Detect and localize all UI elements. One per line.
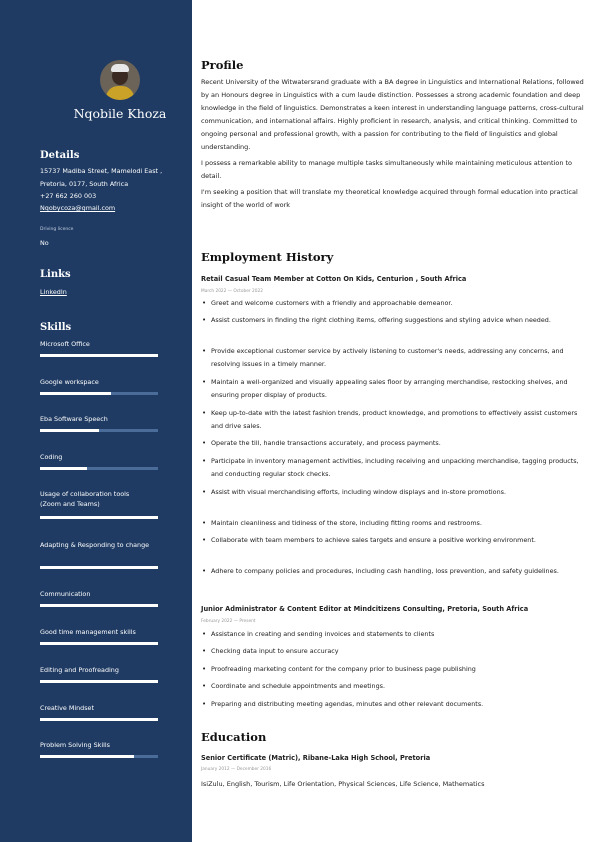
skill-label: Editing and Proofreading — [40, 666, 119, 674]
job-bullet: • Assistance in creating and sending invoices and statements to clients — [211, 628, 589, 641]
skill-item — [40, 541, 160, 551]
skills-heading: Skills — [40, 322, 72, 333]
profile-heading: Profile — [201, 58, 244, 72]
skill-bar — [40, 680, 158, 683]
education-subjects: IsiZulu, English, Tourism, Life Orientation, Physical Sciences, Life Science, Mathematics — [201, 780, 485, 788]
job-bullet: • Operate the till, handle transactions accurately, and process payments. — [211, 437, 589, 450]
skill-label: Google workspace — [40, 378, 99, 386]
skill-item — [40, 415, 160, 425]
skill-bar — [40, 516, 158, 519]
skill-bar-fill — [40, 354, 158, 357]
profile-paragraph-1: Recent University of the Witwatersrand graduate with a BA degree in Linguistics and International Relations, followed by an Honours degree in Linguistics with a cum laude distinction. Possesses a strong academic foundation and deep knowledge in the field of linguistics. Demonstrates a keen interest in understanding language patterns, cross-cultural communication, and international affairs. Highly proficient in research, analysis, and critical thinking. Committed to ongoing personal and professional growth, with a passion for contributing to the field of linguistics and global understanding. — [201, 78, 584, 151]
skill-item — [40, 666, 160, 676]
skill-bar — [40, 718, 158, 721]
skill-bar-fill — [40, 566, 158, 569]
skill-bar-fill — [40, 516, 158, 519]
skill-bar-fill — [40, 604, 158, 607]
skill-label: Coding — [40, 453, 63, 461]
skill-label: Creative Mindset — [40, 704, 94, 712]
job-bullet: • Assist with visual merchandising efforts, including window displays and in-store promotions. — [211, 486, 589, 499]
skill-item — [40, 704, 160, 714]
skill-item — [40, 378, 160, 388]
skill-item — [40, 490, 160, 509]
candidate-name: Nqobile Khoza — [73, 106, 167, 121]
skill-label: Problem Solving Skills — [40, 741, 111, 749]
profile-paragraph-2: I possess a remarkable ability to manage multiple tasks simultaneously while maintaining meticulous attention to detail. — [201, 159, 573, 180]
skill-item — [40, 340, 160, 350]
job-bullet: • Assist customers in finding the right clothing items, offering suggestions and styling advice when needed. — [211, 314, 589, 327]
job-title: Retail Casual Team Member at Cotton On Kids, Centurion , South Africa — [201, 275, 467, 283]
job-bullet: • Proofreading marketing content for the company prior to business page publishing — [211, 663, 589, 676]
skill-bar-fill — [40, 467, 87, 470]
skill-bar-fill — [40, 642, 158, 645]
skill-label: Eba Software Speech — [40, 415, 108, 423]
employment-heading: Employment History — [201, 250, 334, 264]
skill-bar-fill — [40, 429, 99, 432]
job-bullet: • Participate in inventory management activities, including receiving and unpacking merchandise, tagging products, and conducting regular stock checks. — [211, 455, 589, 481]
skill-bar — [40, 429, 158, 432]
skill-bar — [40, 566, 158, 569]
phone: +27 662 260 003 — [40, 192, 97, 200]
job-date: March 2022 — October 2022 — [201, 289, 263, 294]
skill-label: Communication — [40, 590, 91, 598]
skill-item — [40, 628, 160, 638]
skill-bar — [40, 392, 158, 395]
job-bullet: • Collaborate with team members to achieve sales targets and ensure a positive working environment. — [211, 534, 589, 547]
job-bullet: • Maintain a well-organized and visually appealing sales floor by arranging merchandise, restocking shelves, and ensuring proper display of products. — [211, 376, 589, 402]
education-school: Senior Certificate (Matric), Ribane-Laka High School, Pretoria — [201, 754, 431, 762]
job-bullet: • Checking data input to ensure accuracy — [211, 645, 589, 658]
job-bullet: • Greet and welcome customers with a friendly and approachable demeanor. — [211, 297, 589, 310]
job-bullet: • Provide exceptional customer service by actively listening to customer's needs, addressing any concerns, and resolving issues in a timely manner. — [211, 345, 589, 371]
driving-licence-value: No — [40, 239, 49, 247]
address-line-2: Pretoria, 0177, South Africa — [40, 180, 129, 188]
skill-bar-fill — [40, 718, 158, 721]
skill-bar-fill — [40, 680, 158, 683]
skill-bar — [40, 604, 158, 607]
email-link[interactable]: Nqobycoza@gmail.com — [40, 204, 116, 212]
education-heading: Education — [201, 730, 267, 744]
skill-label: Microsoft Office — [40, 340, 90, 348]
links-heading: Links — [40, 269, 71, 280]
linkedin-link[interactable]: LinkedIn — [40, 288, 67, 296]
job-bullet: • Coordinate and schedule appointments and meetings. — [211, 680, 589, 693]
sidebar — [0, 0, 192, 842]
skill-bar — [40, 642, 158, 645]
profile-text — [201, 76, 589, 212]
skill-bar — [40, 467, 158, 470]
skill-label: Adapting & Responding to change — [40, 541, 150, 549]
job-title: Junior Administrator & Content Editor at Mindcitizens Consulting, Pretoria, South Africa — [201, 605, 529, 613]
profile-paragraph-3: I'm seeking a position that will translate my theoretical knowledge acquired through formal education into practical insight of the world of work — [201, 188, 578, 209]
job-bullet: • Preparing and distributing meeting agendas, minutes and other relevant documents. — [211, 698, 589, 711]
skill-item — [40, 453, 160, 463]
job-bullet: • Keep up-to-date with the latest fashion trends, product knowledge, and promotions to effectively assist customers and drive sales. — [211, 407, 589, 433]
job-date: February 2022 — Present — [201, 619, 256, 624]
skill-bar — [40, 755, 158, 758]
job-bullet: • Maintain cleanliness and tidiness of the store, including fitting rooms and restrooms. — [211, 517, 589, 530]
details-heading: Details — [40, 150, 80, 161]
skill-bar-fill — [40, 392, 111, 395]
address-line-1: 15737 Madiba Street, Mamelodi East , — [40, 167, 163, 175]
skill-item — [40, 590, 160, 600]
skill-item — [40, 741, 160, 751]
skill-bar — [40, 354, 158, 357]
skill-label: Good time management skills — [40, 628, 136, 636]
skill-bar-fill — [40, 755, 134, 758]
education-date: January 2012 — December 2016 — [201, 767, 272, 772]
avatar — [100, 60, 140, 100]
job-bullet: • Adhere to company policies and procedures, including cash handling, loss prevention, and safety guidelines. — [211, 565, 589, 578]
driving-licence-label: Driving licence — [40, 227, 74, 232]
skill-label: Usage of collaboration tools (Zoom and Teams) — [40, 490, 130, 508]
